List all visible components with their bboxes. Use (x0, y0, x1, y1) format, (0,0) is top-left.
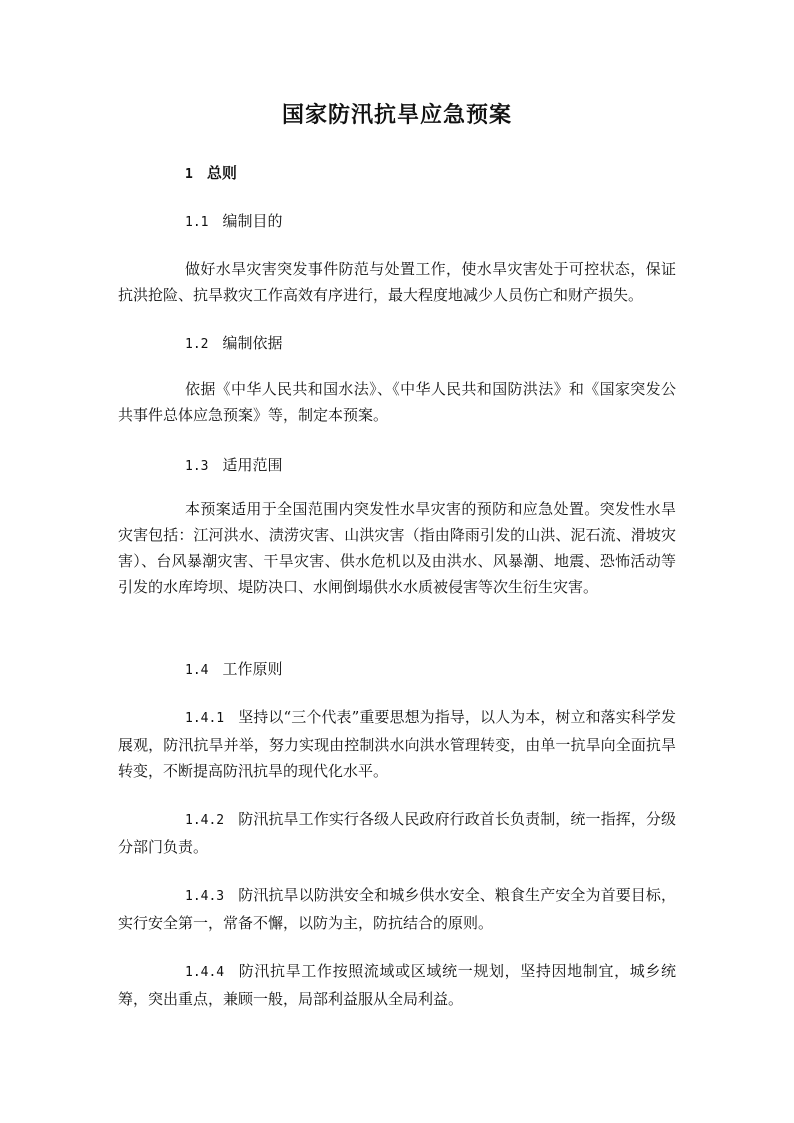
heading-section-1 (185, 162, 237, 183)
clause-text: 防汛抗旱以防洪安全和城乡供水安全、粮食生产安全为首要目标，实行安全第一，常备不懈，以防为主，防抗结合的原则。 (118, 886, 676, 932)
heading-section-1-3 (185, 454, 283, 475)
clause-text: 坚持以“三个代表”重要思想为指导，以人为本，树立和落实科学发展观，防汛抗旱并举，努力实现由控制洪水向洪水管理转变，由单一抗旱向全面抗旱转变，不断提高防汛抗旱的现代化水平。 (118, 708, 676, 780)
clause-number: 1.4.4 (185, 965, 225, 980)
heading-section-1-1 (185, 210, 283, 231)
paragraph-scope: 本预案适用于全国范围内突发性水旱灾害的预防和应急处置。突发性水旱灾害包括：江河洪水、渍涝灾害、山洪灾害（指由降雨引发的山洪、泥石流、滑坡灾害）、台风暴潮灾害、干旱灾害、供水危机以及由洪水、风暴潮、地震、恐怖活动等引发的水库垮坝、堤防决口、水闸倒塌供水水质被侵害等次生衍生灾害。 (118, 500, 676, 596)
paragraph-principle-3 (118, 882, 676, 936)
paragraph-principle-2 (118, 806, 676, 860)
section-label: 总则 (206, 164, 237, 182)
section-label: 编制依据 (222, 334, 283, 352)
section-label: 工作原则 (222, 660, 283, 678)
heading-section-1-2 (185, 332, 283, 353)
paragraph-principle-1 (118, 704, 676, 784)
clause-text: 防汛抗旱工作实行各级人民政府行政首长负责制，统一指挥，分级分部门负责。 (118, 810, 676, 856)
paragraph-principle-4 (118, 958, 676, 1012)
paragraph-basis: 依据《中华人民共和国水法》、《中华人民共和国防洪法》和《国家突发公共事件总体应急预案》等，制定本预案。 (118, 380, 676, 424)
section-number: 1.4 (185, 663, 209, 678)
section-label: 编制目的 (222, 212, 283, 230)
section-number: 1.2 (185, 337, 209, 352)
section-label: 适用范围 (222, 456, 283, 474)
clause-number: 1.4.1 (185, 711, 225, 726)
clause-number: 1.4.3 (185, 889, 225, 904)
section-number: 1.1 (185, 215, 209, 230)
heading-section-1-4 (185, 658, 283, 679)
paragraph-purpose: 做好水旱灾害突发事件防范与处置工作，使水旱灾害处于可控状态，保证抗洪抢险、抗旱救灾工作高效有序进行，最大程度地减少人员伤亡和财产损失。 (118, 260, 676, 304)
clause-number: 1.4.2 (185, 813, 225, 828)
clause-text: 防汛抗旱工作按照流域或区域统一规划，坚持因地制宜，城乡统筹，突出重点，兼顾一般，局部利益服从全局利益。 (118, 962, 676, 1008)
document-title: 国家防汛抗旱应急预案 (281, 103, 512, 128)
section-number: 1.3 (185, 459, 209, 474)
section-number: 1 (185, 167, 193, 182)
